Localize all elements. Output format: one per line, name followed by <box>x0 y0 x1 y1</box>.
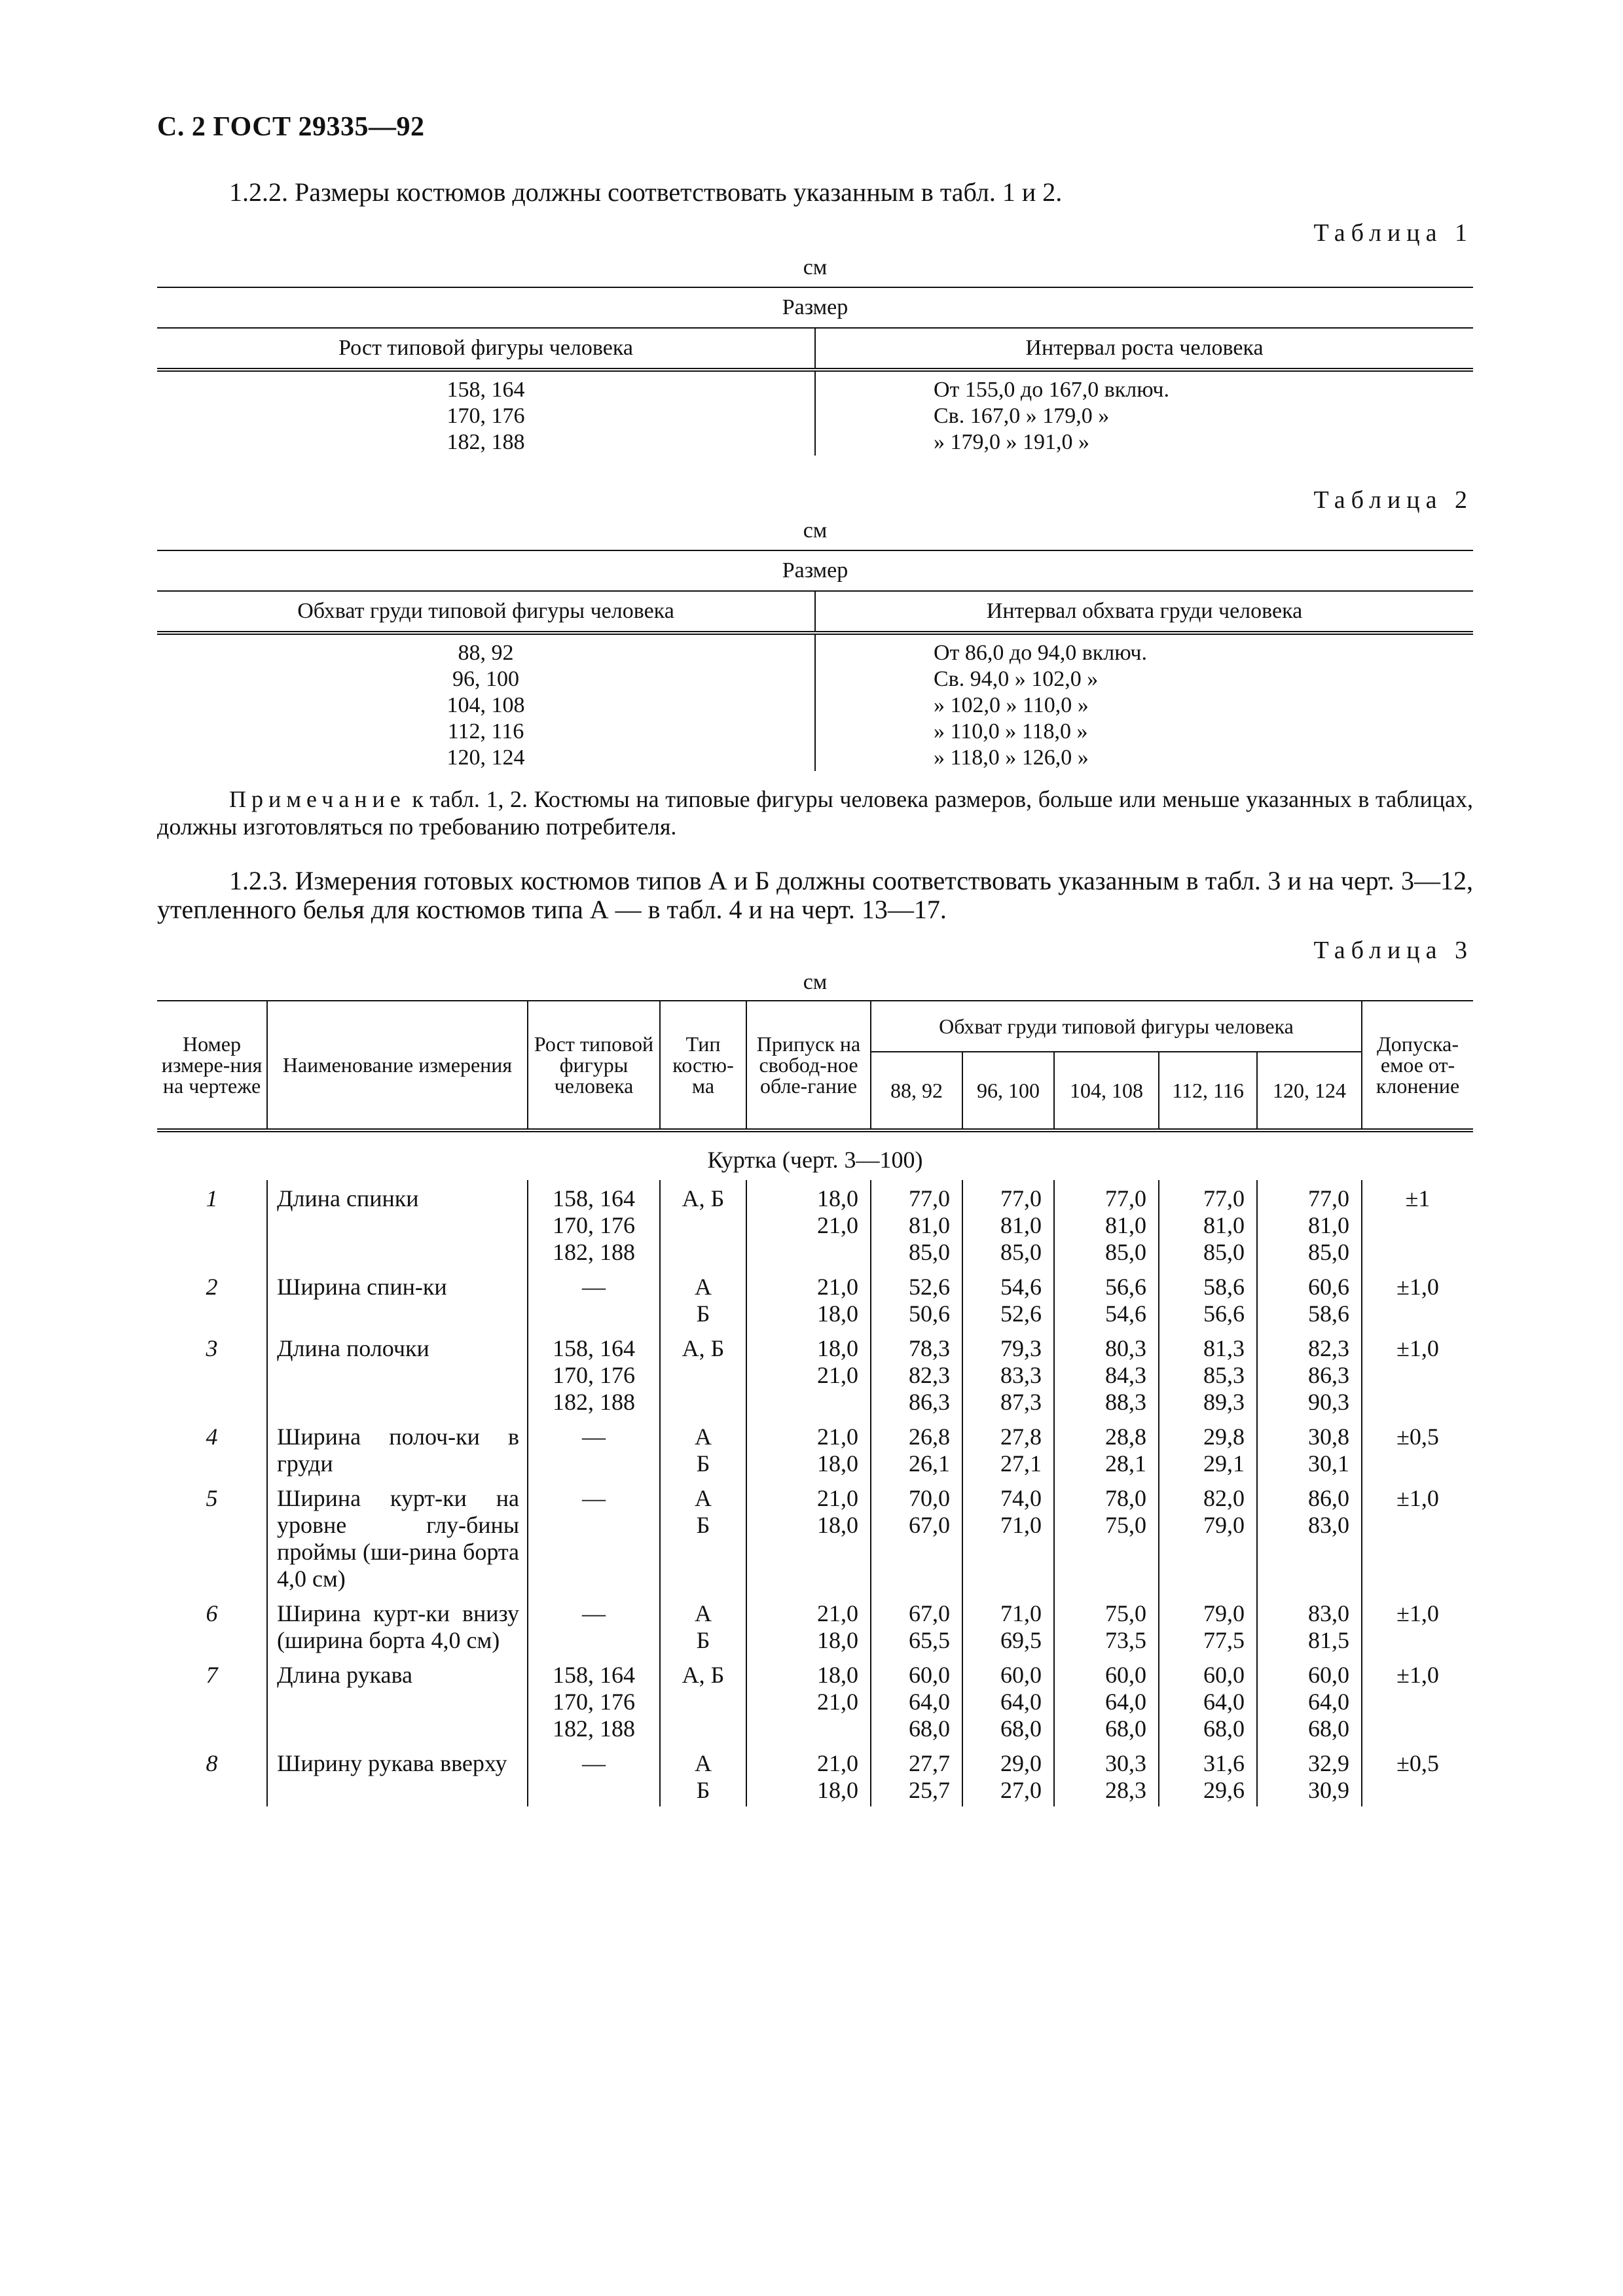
t3-cell-girth: 32,9 30,9 <box>1257 1745 1362 1806</box>
t3-cell-name: Ширина курт-ки на уровне глу-бины проймы (ши-рина борта 4,0 см) <box>267 1480 528 1595</box>
t3-cell-girth: 78,3 82,3 86,3 <box>871 1330 962 1418</box>
t3-cell-number: 2 <box>206 1274 218 1300</box>
t3-girth-header: 104, 108 <box>1054 1052 1159 1130</box>
t3-cell-allowance: 21,0 18,0 <box>746 1745 871 1806</box>
t3-cell-number: 4 <box>206 1424 218 1450</box>
t3-cell-type: А Б <box>660 1480 746 1595</box>
t3-cell-girth: 52,6 50,6 <box>871 1268 962 1330</box>
t3-cell-name: Ширина курт-ки внизу (ширина борта 4,0 см) <box>267 1595 528 1657</box>
table1-body <box>157 370 1473 456</box>
t3-cell-allowance: 18,0 21,0 <box>746 1657 871 1745</box>
t3-cell-girth: 30,8 30,1 <box>1257 1418 1362 1480</box>
t3-cell-number: 5 <box>206 1485 218 1511</box>
table-cell: » 179,0 » 191,0 » <box>934 430 1089 454</box>
table-cell: 96, 100 <box>157 666 815 692</box>
page-header: С. 2 ГОСТ 29335—92 <box>157 112 425 142</box>
t3-cell-girth: 60,0 64,0 68,0 <box>871 1657 962 1745</box>
t3-cell-name: Длина рукава <box>267 1657 528 1745</box>
table-cell: 170, 176 <box>157 403 815 429</box>
t3-cell-girth: 30,3 28,3 <box>1054 1745 1159 1806</box>
t3-cell-height: — <box>528 1745 660 1806</box>
t3-cell-allowance: 18,0 21,0 <box>746 1330 871 1418</box>
table-cell: 104, 108 <box>157 692 815 719</box>
t3-cell-allowance: 21,0 18,0 <box>746 1595 871 1657</box>
t3-cell-name: Длина спинки <box>267 1180 528 1268</box>
t3-cell-height: 158, 164 170, 176 182, 188 <box>528 1330 660 1418</box>
t3-cell-girth: 77,0 81,0 85,0 <box>1054 1180 1159 1268</box>
t3-header-type: Тип костю-ма <box>660 1001 746 1130</box>
table-row <box>157 1745 1473 1806</box>
t3-cell-girth: 74,0 71,0 <box>962 1480 1054 1595</box>
t3-cell-girth: 29,8 29,1 <box>1159 1418 1257 1480</box>
table-cell: Св. 167,0 » 179,0 » <box>934 404 1110 428</box>
t3-cell-height: 158, 164 170, 176 182, 188 <box>528 1180 660 1268</box>
t3-cell-girth: 60,0 64,0 68,0 <box>1159 1657 1257 1745</box>
t3-cell-girth: 77,0 81,0 85,0 <box>962 1180 1054 1268</box>
table1 <box>157 287 1473 456</box>
t3-cell-tolerance: ±1,0 <box>1362 1595 1473 1657</box>
t3-section-jacket: Куртка (черт. 3—100) <box>707 1147 923 1173</box>
table-cell: » 110,0 » 118,0 » <box>934 719 1088 744</box>
table1-col1-header: Рост типовой фигуры человека <box>157 328 815 370</box>
t3-header-girth: Обхват груди типовой фигуры человека <box>871 1001 1362 1052</box>
t3-cell-tolerance: ±1,0 <box>1362 1480 1473 1595</box>
t3-cell-girth: 31,6 29,6 <box>1159 1745 1257 1806</box>
t3-cell-girth: 75,0 73,5 <box>1054 1595 1159 1657</box>
t3-cell-type: А Б <box>660 1268 746 1330</box>
t3-cell-girth: 82,0 79,0 <box>1159 1480 1257 1595</box>
t3-cell-tolerance: ±1,0 <box>1362 1268 1473 1330</box>
table2-size-header: Размер <box>157 550 1473 591</box>
t3-cell-height: — <box>528 1268 660 1330</box>
document-page <box>157 111 1473 1806</box>
t3-cell-name: Ширина полоч-ки в груди <box>267 1418 528 1480</box>
table-cell: 158, 164 <box>157 370 815 403</box>
table-cell: 120, 124 <box>157 745 815 771</box>
t3-cell-tolerance: ±1 <box>1362 1180 1473 1268</box>
t3-cell-type: А Б <box>660 1418 746 1480</box>
table-cell: » 102,0 » 110,0 » <box>934 693 1089 717</box>
table-cell: От 86,0 до 94,0 включ. <box>934 641 1147 665</box>
t3-cell-girth: 79,3 83,3 87,3 <box>962 1330 1054 1418</box>
t3-cell-tolerance: ±0,5 <box>1362 1418 1473 1480</box>
t3-cell-type: А, Б <box>660 1657 746 1745</box>
t3-cell-allowance: 21,0 18,0 <box>746 1480 871 1595</box>
t3-cell-height: — <box>528 1418 660 1480</box>
table1-unit: см <box>803 255 828 279</box>
t3-cell-girth: 27,8 27,1 <box>962 1418 1054 1480</box>
t3-cell-girth: 79,0 77,5 <box>1159 1595 1257 1657</box>
t3-cell-girth: 83,0 81,5 <box>1257 1595 1362 1657</box>
t3-cell-girth: 77,0 81,0 85,0 <box>871 1180 962 1268</box>
table-row <box>157 403 1473 429</box>
table-cell: 88, 92 <box>157 633 815 666</box>
t3-girth-header: 96, 100 <box>962 1052 1054 1130</box>
t3-cell-height: — <box>528 1480 660 1595</box>
table-row <box>157 745 1473 771</box>
t3-cell-number: 7 <box>206 1662 218 1688</box>
t3-cell-type: А Б <box>660 1745 746 1806</box>
t3-cell-name: Длина полочки <box>267 1330 528 1418</box>
t3-cell-type: А, Б <box>660 1330 746 1418</box>
table2-title: Таблица 2 <box>1313 486 1473 514</box>
t3-cell-allowance: 21,0 18,0 <box>746 1268 871 1330</box>
table-row <box>157 633 1473 666</box>
t3-cell-number: 3 <box>206 1335 218 1361</box>
t3-girth-header: 120, 124 <box>1257 1052 1362 1130</box>
table-cell: 182, 188 <box>157 429 815 456</box>
table1-title: Таблица 1 <box>1313 219 1473 247</box>
table-row <box>157 429 1473 456</box>
t3-header-height: Рост типовой фигуры человека <box>528 1001 660 1130</box>
t3-cell-girth: 27,7 25,7 <box>871 1745 962 1806</box>
t3-girth-header: 112, 116 <box>1159 1052 1257 1130</box>
table2-col2-header: Интервал обхвата груди человека <box>815 591 1473 633</box>
t3-cell-girth: 67,0 65,5 <box>871 1595 962 1657</box>
table-row <box>157 719 1473 745</box>
t3-cell-girth: 70,0 67,0 <box>871 1480 962 1595</box>
t3-cell-girth: 81,3 85,3 89,3 <box>1159 1330 1257 1418</box>
t3-cell-number: 6 <box>206 1600 218 1626</box>
t3-cell-name: Ширина спин-ки <box>267 1268 528 1330</box>
t3-cell-girth: 28,8 28,1 <box>1054 1418 1159 1480</box>
t3-cell-girth: 60,0 64,0 68,0 <box>1257 1657 1362 1745</box>
paragraph-1-2-3: 1.2.3. Измерения готовых костюмов типов А и Б должны соответствовать указанным в табл. 3 и на черт. 3—12, утепленного белья для костюмов типа А — в табл. 4 и на черт. 13—17. <box>157 866 1473 924</box>
t3-cell-girth: 82,3 86,3 90,3 <box>1257 1330 1362 1418</box>
table2-unit: см <box>803 518 828 543</box>
table2-col1-header: Обхват груди типовой фигуры человека <box>157 591 815 633</box>
t3-header-tolerance: Допуска-емое от-клонение <box>1362 1001 1473 1130</box>
t3-cell-tolerance: ±1,0 <box>1362 1657 1473 1745</box>
t3-cell-girth: 60,0 64,0 68,0 <box>1054 1657 1159 1745</box>
table-row <box>157 370 1473 403</box>
t3-cell-tolerance: ±1,0 <box>1362 1330 1473 1418</box>
table-note <box>157 785 1473 840</box>
table-row <box>157 1657 1473 1745</box>
table-row <box>157 1480 1473 1595</box>
paragraph-1-2-2: 1.2.2. Размеры костюмов должны соответствовать указанным в табл. 1 и 2. <box>229 177 1063 207</box>
table-row <box>157 1595 1473 1657</box>
table3-unit: см <box>803 970 828 994</box>
t3-cell-girth: 26,8 26,1 <box>871 1418 962 1480</box>
table-row <box>157 1418 1473 1480</box>
table1-size-header: Размер <box>157 287 1473 328</box>
t3-cell-number: 8 <box>206 1750 218 1776</box>
t3-header-name: Наименование измерения <box>267 1001 528 1130</box>
t3-cell-girth: 80,3 84,3 88,3 <box>1054 1330 1159 1418</box>
t3-header-allowance: Припуск на свобод-ное обле-гание <box>746 1001 871 1130</box>
t3-cell-girth: 78,0 75,0 <box>1054 1480 1159 1595</box>
table-row <box>157 692 1473 719</box>
table1-col2-header: Интервал роста человека <box>815 328 1473 370</box>
note-label: Примечание <box>229 786 406 812</box>
table2-body <box>157 633 1473 771</box>
table-row <box>157 1330 1473 1418</box>
table3 <box>157 1000 1473 1806</box>
table-cell: 112, 116 <box>157 719 815 745</box>
t3-cell-allowance: 18,0 21,0 <box>746 1180 871 1268</box>
t3-cell-girth: 60,6 58,6 <box>1257 1268 1362 1330</box>
t3-cell-height: — <box>528 1595 660 1657</box>
t3-cell-girth: 54,6 52,6 <box>962 1268 1054 1330</box>
table3-title: Таблица 3 <box>1313 937 1473 964</box>
t3-cell-girth: 60,0 64,0 68,0 <box>962 1657 1054 1745</box>
t3-cell-girth: 29,0 27,0 <box>962 1745 1054 1806</box>
t3-girth-header: 88, 92 <box>871 1052 962 1130</box>
t3-header-number: Номер измере-ния на чертеже <box>157 1001 267 1130</box>
t3-cell-girth: 58,6 56,6 <box>1159 1268 1257 1330</box>
note-text: к табл. 1, 2. Костюмы на типовые фигуры человека размеров, больше или меньше указанных в таблицах, должны изготовляться по требованию потребителя. <box>157 786 1474 840</box>
t3-cell-girth: 86,0 83,0 <box>1257 1480 1362 1595</box>
t3-cell-tolerance: ±0,5 <box>1362 1745 1473 1806</box>
t3-cell-height: 158, 164 170, 176 182, 188 <box>528 1657 660 1745</box>
t3-cell-number: 1 <box>206 1185 218 1211</box>
table-row <box>157 1268 1473 1330</box>
t3-cell-girth: 77,0 81,0 85,0 <box>1159 1180 1257 1268</box>
t3-cell-girth: 77,0 81,0 85,0 <box>1257 1180 1362 1268</box>
t3-cell-girth: 71,0 69,5 <box>962 1595 1054 1657</box>
table-cell: Св. 94,0 » 102,0 » <box>934 667 1099 691</box>
table-row <box>157 666 1473 692</box>
t3-cell-type: А Б <box>660 1595 746 1657</box>
t3-cell-girth: 56,6 54,6 <box>1054 1268 1159 1330</box>
t3-cell-type: А, Б <box>660 1180 746 1268</box>
table2 <box>157 550 1473 771</box>
t3-cell-name: Ширину рукава вверху <box>267 1745 528 1806</box>
table3-body <box>157 1130 1473 1806</box>
table-row <box>157 1180 1473 1268</box>
table-cell: » 118,0 » 126,0 » <box>934 745 1089 770</box>
t3-cell-allowance: 21,0 18,0 <box>746 1418 871 1480</box>
table-cell: От 155,0 до 167,0 включ. <box>934 378 1169 402</box>
